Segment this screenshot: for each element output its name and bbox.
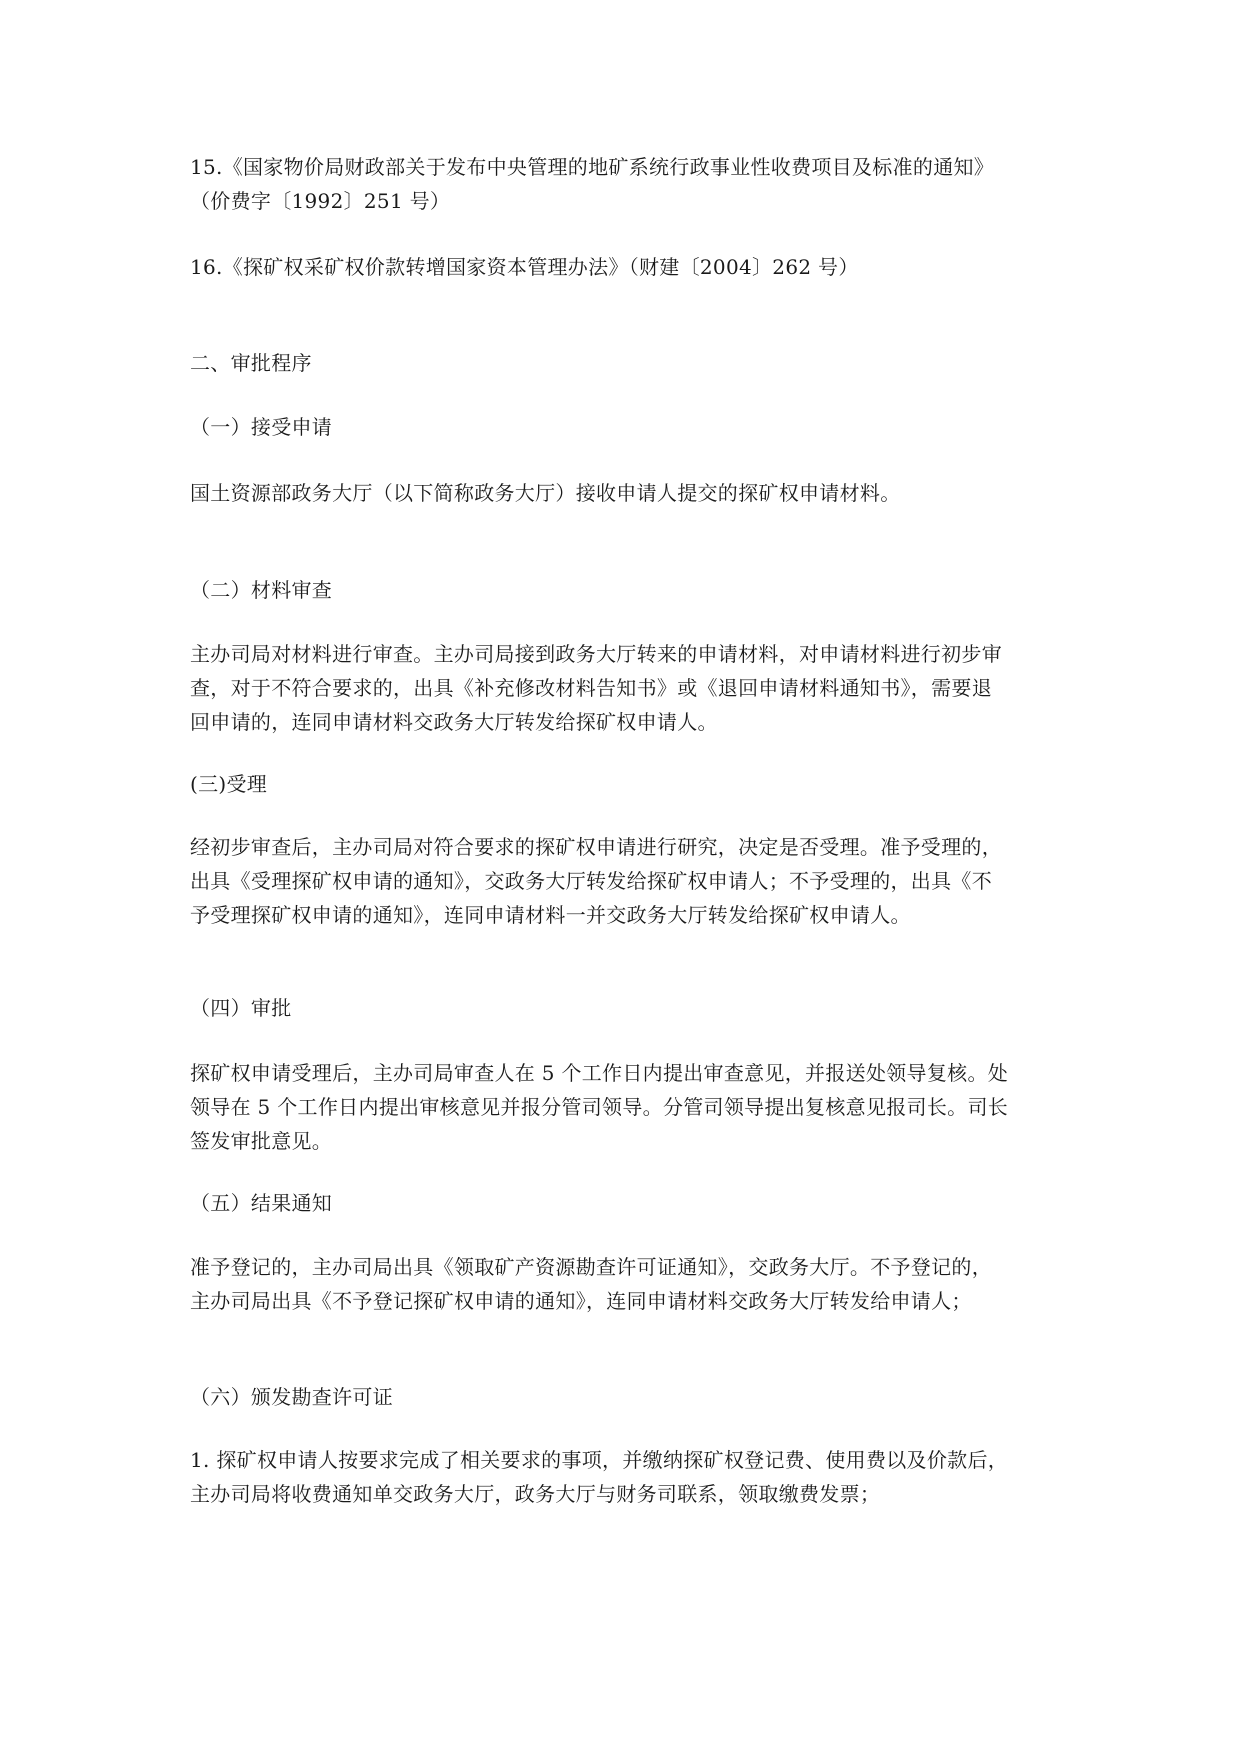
step-3-body — [190, 830, 1060, 932]
step-6-item-1-line-2: 主办司局将收费通知单交政务大厅，政务大厅与财务司联系，领取缴费发票； — [190, 1482, 881, 1506]
step-5-body — [190, 1250, 1060, 1318]
step-4-body-line-1: 探矿权申请受理后，主办司局审查人在 5 个工作日内提出审查意见，并报送处领导复核。处 — [190, 1061, 1009, 1085]
step-3-body-line-2: 出具《受理探矿权申请的通知》，交政务大厅转发给探矿权申请人；不予受理的，出具《不 — [190, 869, 992, 893]
step-1-heading: （一）接受申请 — [190, 415, 333, 439]
step-5-heading: （五）结果通知 — [190, 1191, 333, 1215]
step-2-body-line-3: 回申请的，连同申请材料交政务大厅转发给探矿权申请人。 — [190, 710, 718, 734]
step-2-body — [190, 637, 1060, 739]
step-2-body-line-2: 查，对于不符合要求的，出具《补充修改材料告知书》或《退回申请材料通知书》，需要退 — [190, 676, 992, 700]
step-6-item-1 — [190, 1443, 1060, 1511]
step-5-body-line-2: 主办司局出具《不予登记探矿权申请的通知》，连同申请材料交政务大厅转发给申请人； — [190, 1289, 972, 1313]
reference-16: 16.《探矿权采矿权价款转增国家资本管理办法》（财建〔2004〕262 号） — [190, 255, 859, 279]
step-2-body-line-1: 主办司局对材料进行审查。主办司局接到政务大厅转来的申请材料，对申请材料进行初步审 — [190, 642, 1002, 666]
section-2-heading: 二、审批程序 — [190, 351, 312, 375]
step-1-body: 国土资源部政务大厅（以下简称政务大厅）接收申请人提交的探矿权申请材料。 — [190, 481, 901, 505]
step-2-heading: （二）材料审查 — [190, 578, 333, 602]
reference-15 — [190, 150, 1060, 218]
step-3-body-line-3: 予受理探矿权申请的通知》，连同申请材料一并交政务大厅转发给探矿权申请人。 — [190, 903, 911, 927]
step-5-body-line-1: 准予登记的，主办司局出具《领取矿产资源勘查许可证通知》，交政务大厅。不予登记的， — [190, 1255, 992, 1279]
step-4-body-line-2: 领导在 5 个工作日内提出审核意见并报分管司领导。分管司领导提出复核意见报司长。司长 — [190, 1095, 1009, 1119]
step-6-item-1-line-1: 1. 探矿权申请人按要求完成了相关要求的事项，并缴纳探矿权登记费、使用费以及价款后， — [190, 1448, 1009, 1472]
step-6-heading: （六）颁发勘查许可证 — [190, 1385, 393, 1409]
step-3-body-line-1: 经初步审查后，主办司局对符合要求的探矿权申请进行研究，决定是否受理。准予受理的， — [190, 835, 1002, 859]
step-4-heading: （四）审批 — [190, 996, 292, 1020]
step-4-body-line-3: 签发审批意见。 — [190, 1129, 333, 1153]
reference-15-line-1: 15.《国家物价局财政部关于发布中央管理的地矿系统行政事业性收费项目及标准的通知》 — [190, 155, 995, 179]
step-3-heading: (三)受理 — [190, 772, 268, 796]
step-4-body — [190, 1056, 1060, 1158]
reference-15-line-2: （价费字〔1992〕251 号） — [190, 189, 451, 213]
